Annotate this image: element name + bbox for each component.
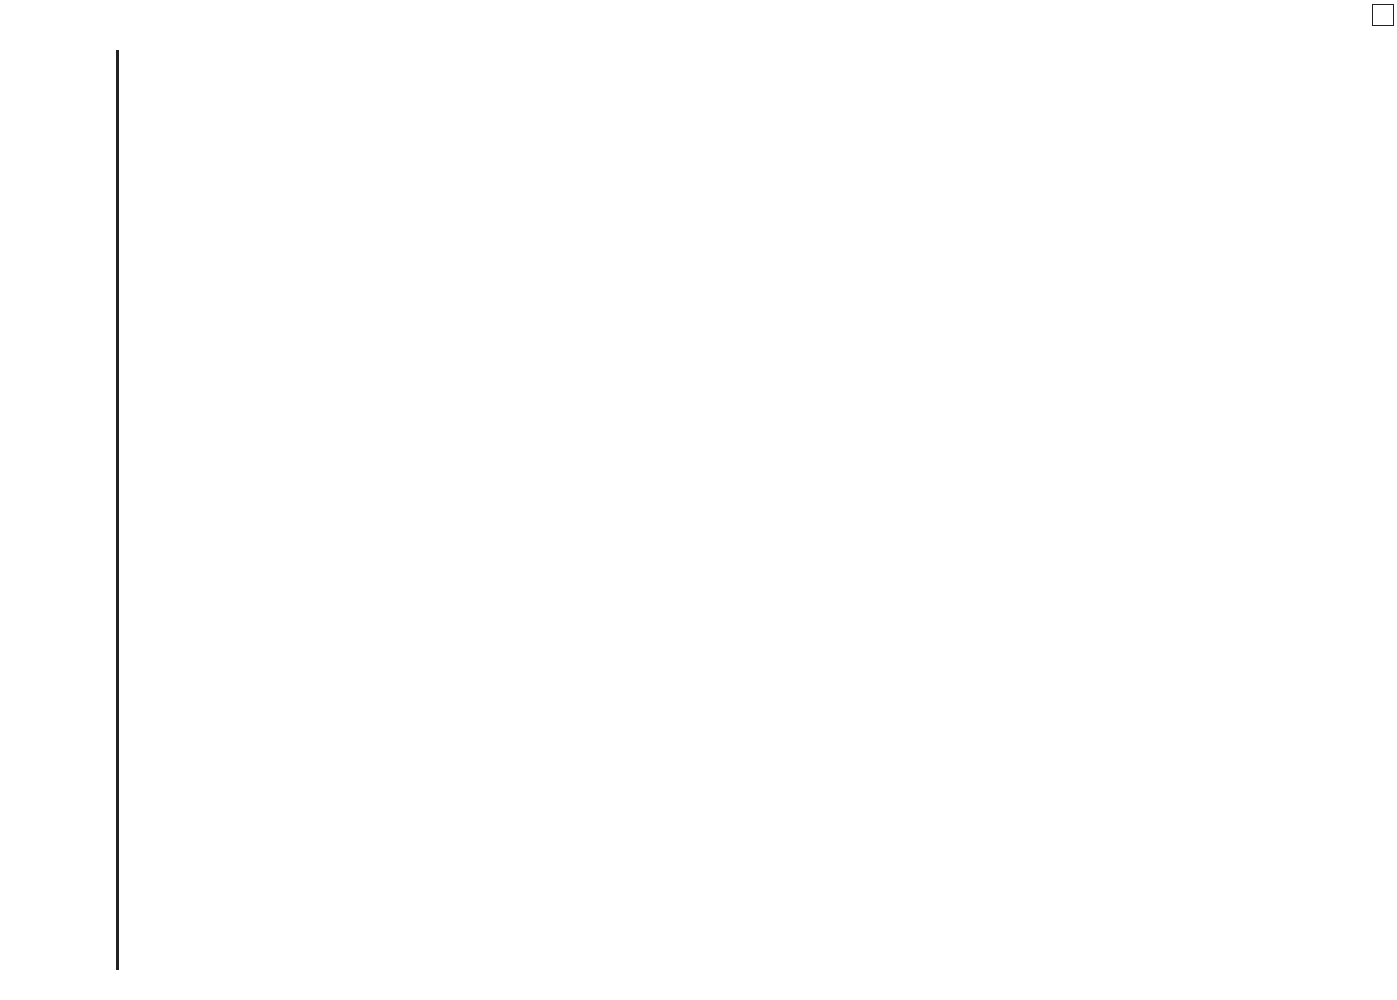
text-column-a <box>124 522 350 962</box>
text-column-e <box>600 522 840 962</box>
text-column-f <box>600 60 840 500</box>
header-rule <box>116 50 119 970</box>
text-column-c <box>362 522 588 962</box>
margin-note <box>1376 60 1390 960</box>
text-column-b <box>124 60 350 500</box>
text-column-h <box>852 60 1092 500</box>
text-column-g <box>852 522 1092 962</box>
running-header <box>84 50 118 970</box>
funder-logo <box>1372 4 1394 26</box>
text-column-d <box>362 60 588 500</box>
